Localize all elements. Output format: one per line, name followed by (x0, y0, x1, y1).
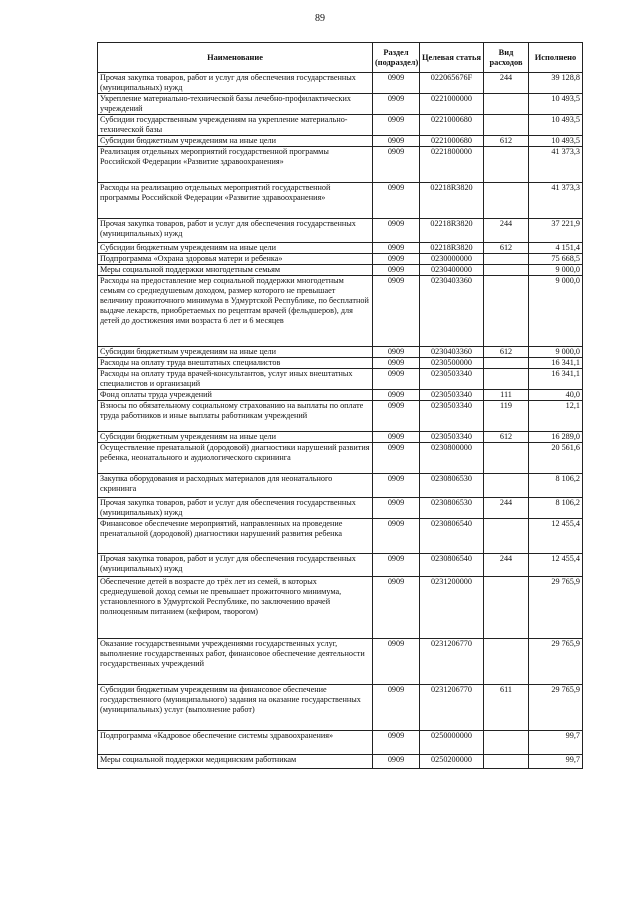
row-name: Прочая закупка товаров, работ и услуг для обеспечения государственных (муниципальных) нужд (98, 498, 373, 519)
row-target-article: 0230806530 (420, 474, 484, 498)
table-row (98, 147, 583, 183)
row-name: Подпрограмма «Кадровое обеспечение системы здравоохранения» (98, 731, 373, 755)
row-section: 0909 (373, 519, 420, 554)
row-name: Субсидии государственным учреждениям на укрепление материально-технической базы (98, 115, 373, 136)
table-row (98, 685, 583, 731)
row-section: 0909 (373, 219, 420, 243)
row-executed: 41 373,3 (529, 147, 583, 183)
row-executed: 29 765,9 (529, 685, 583, 731)
row-name: Прочая закупка товаров, работ и услуг для обеспечения государственных (муниципальных) нужд (98, 554, 373, 577)
header-section: Раздел (подраздел) (373, 43, 420, 73)
row-target-article: 0231200000 (420, 577, 484, 639)
row-expense-type (484, 731, 529, 755)
row-target-article: 0230403360 (420, 276, 484, 347)
table-row (98, 265, 583, 276)
row-name: Субсидии бюджетным учреждениям на иные цели (98, 347, 373, 358)
row-executed: 9 000,0 (529, 265, 583, 276)
row-section: 0909 (373, 147, 420, 183)
row-section: 0909 (373, 401, 420, 432)
row-executed: 10 493,5 (529, 94, 583, 115)
row-expense-type (484, 94, 529, 115)
row-executed: 16 341,1 (529, 369, 583, 390)
row-expense-type (484, 369, 529, 390)
row-name: Фонд оплаты труда учреждений (98, 390, 373, 401)
row-name: Субсидии бюджетным учреждениям на иные цели (98, 136, 373, 147)
row-target-article: 0230806540 (420, 519, 484, 554)
row-expense-type: 244 (484, 554, 529, 577)
table-row (98, 474, 583, 498)
row-name: Обеспечение детей в возрасте до трёх лет из семей, в которых среднедушевой доход семьи не превышает прожиточного минимума, установленного в Удмуртской Республике, по заключению врачей полноценным питанием (кефиром, творогом) (98, 577, 373, 639)
row-expense-type (484, 519, 529, 554)
row-expense-type (484, 755, 529, 769)
row-name: Субсидии бюджетным учреждениям на иные цели (98, 432, 373, 443)
row-executed: 16 289,0 (529, 432, 583, 443)
row-expense-type (484, 577, 529, 639)
table-row (98, 731, 583, 755)
row-target-article: 0230806540 (420, 554, 484, 577)
row-section: 0909 (373, 73, 420, 94)
table-row (98, 94, 583, 115)
row-name: Расходы на оплату труда внештатных специалистов (98, 358, 373, 369)
row-section: 0909 (373, 498, 420, 519)
row-expense-type (484, 358, 529, 369)
row-expense-type: 244 (484, 73, 529, 94)
row-name: Меры социальной поддержки медицинским работникам (98, 755, 373, 769)
row-target-article: 0230800000 (420, 443, 484, 474)
row-executed: 9 000,0 (529, 276, 583, 347)
row-executed: 8 106,2 (529, 498, 583, 519)
row-section: 0909 (373, 432, 420, 443)
row-target-article: 0221000680 (420, 136, 484, 147)
row-name: Расходы на оплату труда врачей-консультантов, услуг иных внештатных специалистов и организаций (98, 369, 373, 390)
row-executed: 75 668,5 (529, 254, 583, 265)
row-name: Реализация отдельных мероприятий государственной программы Российской Федерации «Развитие здравоохранения» (98, 147, 373, 183)
table-row (98, 401, 583, 432)
row-name: Расходы на реализацию отдельных мероприятий государственной программы Российской Федерации «Развитие здравоохранения» (98, 183, 373, 219)
row-name: Меры социальной поддержки многодетным семьям (98, 265, 373, 276)
table-row (98, 136, 583, 147)
header-target: Целевая статья (420, 43, 484, 73)
table-row (98, 443, 583, 474)
row-target-article: 0231206770 (420, 685, 484, 731)
row-expense-type: 111 (484, 390, 529, 401)
table-row (98, 432, 583, 443)
table-body (98, 73, 583, 769)
row-name: Укрепление материально-технической базы лечебно-профилактических учреждений (98, 94, 373, 115)
row-executed: 9 000,0 (529, 347, 583, 358)
row-executed: 29 765,9 (529, 639, 583, 685)
row-executed: 12 455,4 (529, 519, 583, 554)
row-executed: 8 106,2 (529, 474, 583, 498)
row-name: Прочая закупка товаров, работ и услуг для обеспечения государственных (муниципальных) нужд (98, 219, 373, 243)
row-name: Взносы по обязательному социальному страхованию на выплаты по оплате труда работников и иные выплаты работникам учреждений (98, 401, 373, 432)
row-expense-type (484, 639, 529, 685)
row-executed: 99,7 (529, 755, 583, 769)
row-expense-type: 612 (484, 347, 529, 358)
table-row (98, 554, 583, 577)
row-target-article: 0231206770 (420, 639, 484, 685)
row-executed: 37 221,9 (529, 219, 583, 243)
row-executed: 99,7 (529, 731, 583, 755)
row-target-article: 0230503340 (420, 369, 484, 390)
table-row (98, 639, 583, 685)
table-row (98, 369, 583, 390)
table-row (98, 115, 583, 136)
table-row (98, 219, 583, 243)
row-name: Оказание государственными учреждениями государственных услуг, выполнение государственных работ, финансовое обеспечение деятельности государственных учреждений (98, 639, 373, 685)
table-row (98, 254, 583, 265)
row-section: 0909 (373, 183, 420, 219)
row-expense-type: 244 (484, 219, 529, 243)
row-executed: 10 493,5 (529, 115, 583, 136)
table-row (98, 577, 583, 639)
row-section: 0909 (373, 755, 420, 769)
row-expense-type: 611 (484, 685, 529, 731)
row-executed: 4 151,4 (529, 243, 583, 254)
table-row (98, 358, 583, 369)
row-section: 0909 (373, 639, 420, 685)
row-section: 0909 (373, 254, 420, 265)
row-target-article: 0230400000 (420, 265, 484, 276)
row-target-article: 0250000000 (420, 731, 484, 755)
row-expense-type: 612 (484, 432, 529, 443)
row-executed: 40,0 (529, 390, 583, 401)
row-name: Расходы на предоставление мер социальной поддержки многодетным семьям со среднедушевым доходом, размер которого не превышает величину прожиточного минимума в Удмуртской Республике, по бесплатной выдаче лекарств, приобретаемых по рецептам врачей (фельдшеров), для детей до достижения ими возраста 6 лет и 6 месяцев (98, 276, 373, 347)
row-expense-type (484, 183, 529, 219)
table-row (98, 498, 583, 519)
row-section: 0909 (373, 731, 420, 755)
row-expense-type (484, 443, 529, 474)
row-target-article: 02218R3820 (420, 183, 484, 219)
row-target-article: 0230503340 (420, 390, 484, 401)
row-section: 0909 (373, 265, 420, 276)
table-row (98, 183, 583, 219)
row-expense-type (484, 254, 529, 265)
row-expense-type (484, 265, 529, 276)
row-expense-type (484, 276, 529, 347)
row-expense-type (484, 474, 529, 498)
row-section: 0909 (373, 577, 420, 639)
row-expense-type (484, 147, 529, 183)
row-name: Прочая закупка товаров, работ и услуг для обеспечения государственных (муниципальных) нужд (98, 73, 373, 94)
row-target-article: 022065676F (420, 73, 484, 94)
row-target-article: 02218R3820 (420, 219, 484, 243)
table-header-row (98, 43, 583, 73)
row-target-article: 0221000000 (420, 94, 484, 115)
header-type: Вид расходов (484, 43, 529, 73)
page-number: 89 (315, 13, 325, 24)
row-target-article: 0230403360 (420, 347, 484, 358)
row-section: 0909 (373, 685, 420, 731)
row-section: 0909 (373, 94, 420, 115)
table-row (98, 755, 583, 769)
row-target-article: 0230500000 (420, 358, 484, 369)
row-section: 0909 (373, 243, 420, 254)
row-name: Субсидии бюджетным учреждениям на финансовое обеспечение государственного (муниципального) задания на оказание государственных (муниципальных) услуг (выполнение работ) (98, 685, 373, 731)
row-executed: 29 765,9 (529, 577, 583, 639)
row-target-article: 0230000000 (420, 254, 484, 265)
row-section: 0909 (373, 474, 420, 498)
row-section: 0909 (373, 443, 420, 474)
row-executed: 12 455,4 (529, 554, 583, 577)
row-target-article: 0230503340 (420, 432, 484, 443)
row-name: Субсидии бюджетным учреждениям на иные цели (98, 243, 373, 254)
row-executed: 41 373,3 (529, 183, 583, 219)
row-expense-type (484, 115, 529, 136)
row-executed: 12,1 (529, 401, 583, 432)
row-section: 0909 (373, 554, 420, 577)
row-target-article: 0230503340 (420, 401, 484, 432)
table-row (98, 73, 583, 94)
table-row (98, 519, 583, 554)
row-section: 0909 (373, 276, 420, 347)
row-section: 0909 (373, 358, 420, 369)
row-executed: 39 128,8 (529, 73, 583, 94)
table-row (98, 390, 583, 401)
row-executed: 20 561,6 (529, 443, 583, 474)
header-done: Исполнено (529, 43, 583, 73)
row-name: Подпрограмма «Охрана здоровья матери и ребенка» (98, 254, 373, 265)
row-section: 0909 (373, 369, 420, 390)
row-name: Осуществление пренатальной (дородовой) диагностики нарушений развития ребенка, неонатального и аудиологического скрининга (98, 443, 373, 474)
row-target-article: 0230806530 (420, 498, 484, 519)
table-row (98, 347, 583, 358)
table-row (98, 276, 583, 347)
row-section: 0909 (373, 136, 420, 147)
row-section: 0909 (373, 390, 420, 401)
row-section: 0909 (373, 115, 420, 136)
row-name: Финансовое обеспечение мероприятий, направленных на проведение пренатальной (дородовой) диагностики нарушений развития ребенка (98, 519, 373, 554)
row-target-article: 0250200000 (420, 755, 484, 769)
row-target-article: 0221000680 (420, 115, 484, 136)
row-section: 0909 (373, 347, 420, 358)
header-name: Наименование (98, 43, 373, 73)
row-name: Закупка оборудования и расходных материалов для неонатального скрининга (98, 474, 373, 498)
row-expense-type: 612 (484, 136, 529, 147)
row-expense-type: 612 (484, 243, 529, 254)
table-row (98, 243, 583, 254)
row-executed: 16 341,1 (529, 358, 583, 369)
row-expense-type: 119 (484, 401, 529, 432)
budget-table (97, 42, 583, 769)
row-expense-type: 244 (484, 498, 529, 519)
row-executed: 10 493,5 (529, 136, 583, 147)
row-target-article: 02218R3820 (420, 243, 484, 254)
row-target-article: 0221800000 (420, 147, 484, 183)
